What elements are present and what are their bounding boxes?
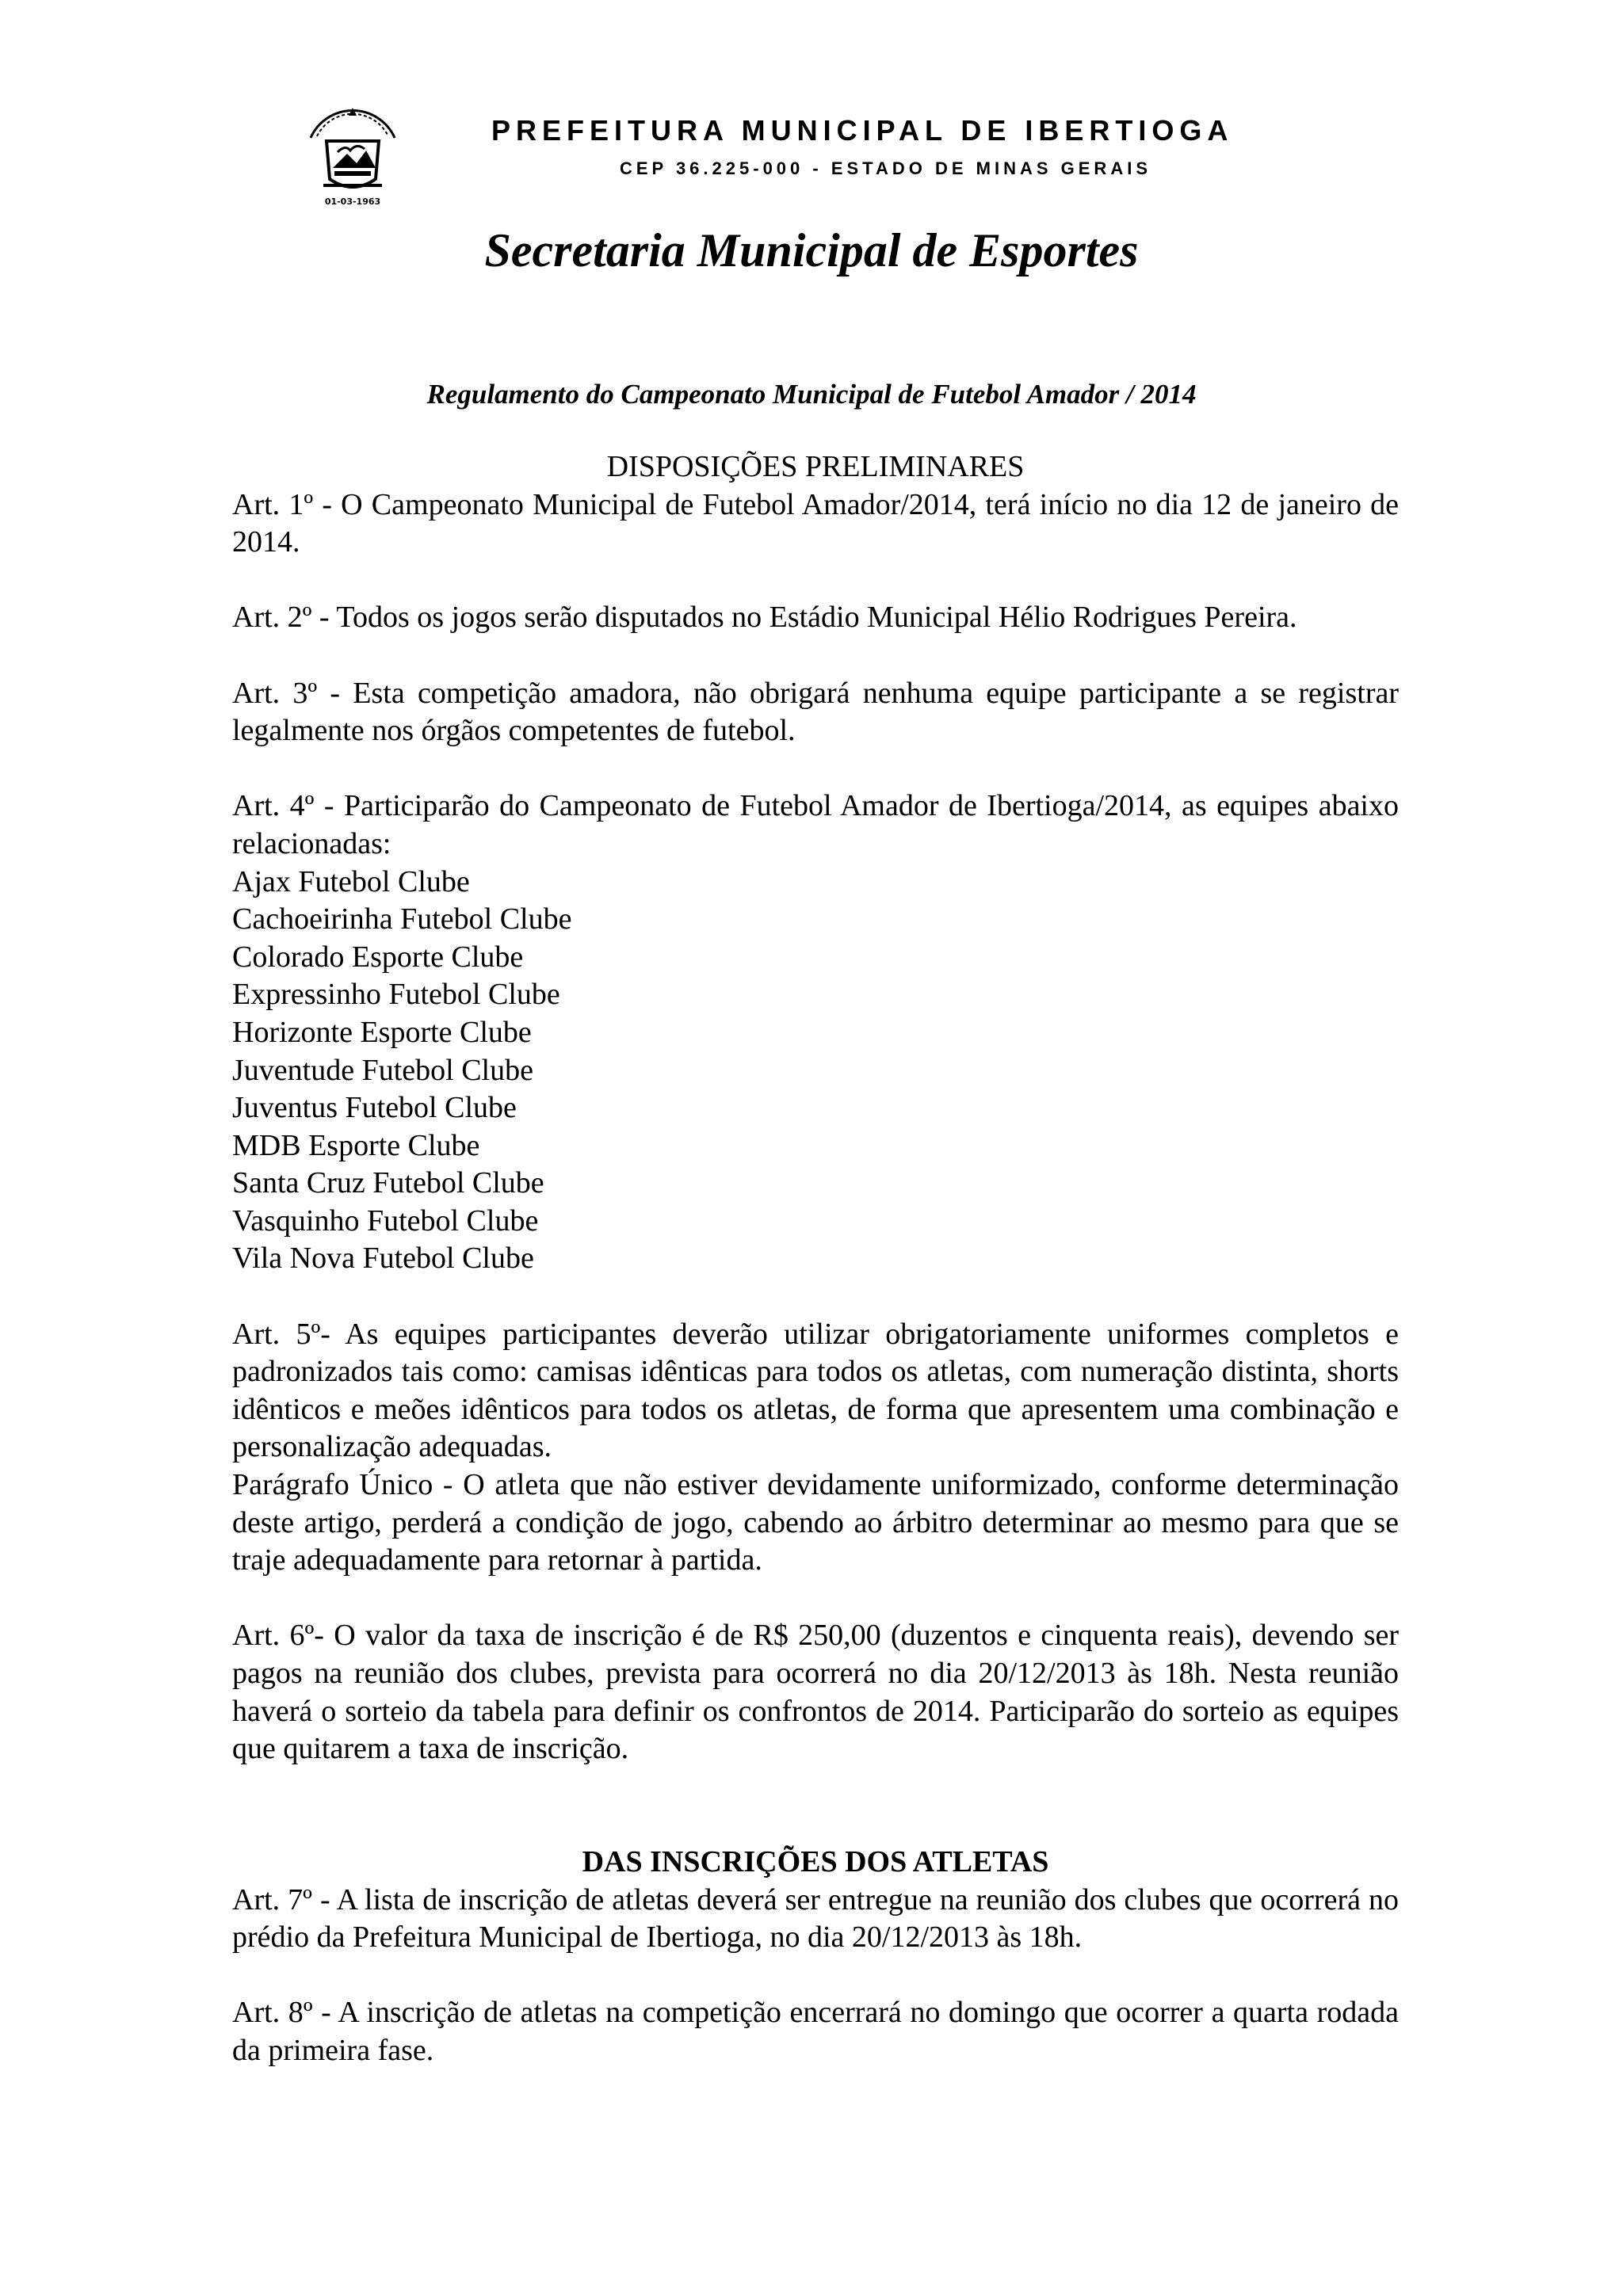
article-5: Art. 5º- As equipes participantes deverão utilizar obrigatoriamente uniformes completos e padronizados tais como: camisas idênticas para todos os atletas, com numeração distinta, shorts idênticos e meões idênticos para todos os atletas, de forma que apresentem uma combinação e personalização adequadas.: [232, 1317, 1399, 1464]
article-4: Art. 4º - Participarão do Campeonato de Futebol Amador de Ibertioga/2014, as equipes abaixo relacionadas:: [232, 789, 1399, 860]
regulamento-title: Regulamento do Campeonato Municipal de Futebol Amador / 2014: [426, 379, 1197, 410]
team-list: [232, 864, 1399, 1279]
team-list-item: Juventude Futebol Clube: [232, 1053, 533, 1087]
team-list-item: Expressinho Futebol Clube: [232, 978, 560, 1012]
team-list-item: Colorado Esporte Clube: [232, 940, 524, 974]
crest-date: 01-03-1963: [324, 196, 381, 207]
municipal-crest-icon: [293, 101, 412, 211]
article-2: Art. 2º - Todos os jogos serão disputados no Estádio Municipal Hélio Rodrigues Pereira.: [232, 601, 1297, 635]
article-5-paragrafo-unico: Parágrafo Único - O atleta que não estiver devidamente uniformizado, conforme determinação deste artigo, perderá a condição de jogo, cabendo ao árbitro determinar ao mesmo para que se traje adequadamente para retornar à partida.: [232, 1468, 1399, 1577]
article-8: Art. 8º - A inscrição de atletas na competição encerrará no domingo que ocorrer a quarta rodada da primeira fase.: [232, 1996, 1399, 2067]
team-list-item: MDB Esporte Clube: [232, 1128, 480, 1162]
team-list-item: Santa Cruz Futebol Clube: [232, 1166, 544, 1200]
team-list-item: Horizonte Esporte Clube: [232, 1015, 532, 1049]
section-heading-inscricoes: DAS INSCRIÇÕES DOS ATLETAS: [582, 1844, 1049, 1878]
team-list-item: Vila Nova Futebol Clube: [232, 1241, 534, 1276]
article-6: Art. 6º- O valor da taxa de inscrição é de R$ 250,00 (duzentos e cinquenta reais), devendo ser pagos na reunião dos clubes, prevista para ocorrerá no dia 20/12/2013 às 18h. Nesta reunião haverá o sorteio da tabela para definir os confrontos de 2014. Participarão do sorteio as equipes que quitarem a taxa de inscrição.: [232, 1619, 1399, 1766]
section-heading-preliminares: DISPOSIÇÕES PRELIMINARES: [606, 450, 1025, 483]
article-7: Art. 7º - A lista de inscrição de atletas deverá ser entregue na reunião dos clubes que ocorrerá no prédio da Prefeitura Municipal de Ibertioga, no dia 20/12/2013 às 18h.: [232, 1882, 1399, 1955]
team-list-item: Ajax Futebol Clube: [232, 864, 470, 898]
letterhead: [293, 101, 1371, 212]
document-body: [232, 448, 1399, 2107]
letterhead-title: PREFEITURA MUNICIPAL DE IBERTIOGA: [491, 114, 1234, 147]
article-3: Art. 3º - Esta competição amadora, não obrigará nenhuma equipe participante a se registrar legalmente nos órgãos competentes de futebol.: [232, 676, 1399, 748]
team-list-item: Juventus Futebol Clube: [232, 1091, 517, 1125]
team-list-item: Vasquinho Futebol Clube: [232, 1203, 539, 1238]
secretaria-heading: Secretaria Municipal de Esportes: [484, 224, 1139, 277]
spacer: [232, 1806, 1399, 1844]
article-1: Art. 1º - O Campeonato Municipal de Futebol Amador/2014, terá início no dia 12 de janeiro de 2014.: [232, 487, 1399, 559]
team-list-item: Cachoeirinha Futebol Clube: [232, 902, 572, 936]
letterhead-subtitle: CEP 36.225-000 - ESTADO DE MINAS GERAIS: [620, 158, 1151, 178]
